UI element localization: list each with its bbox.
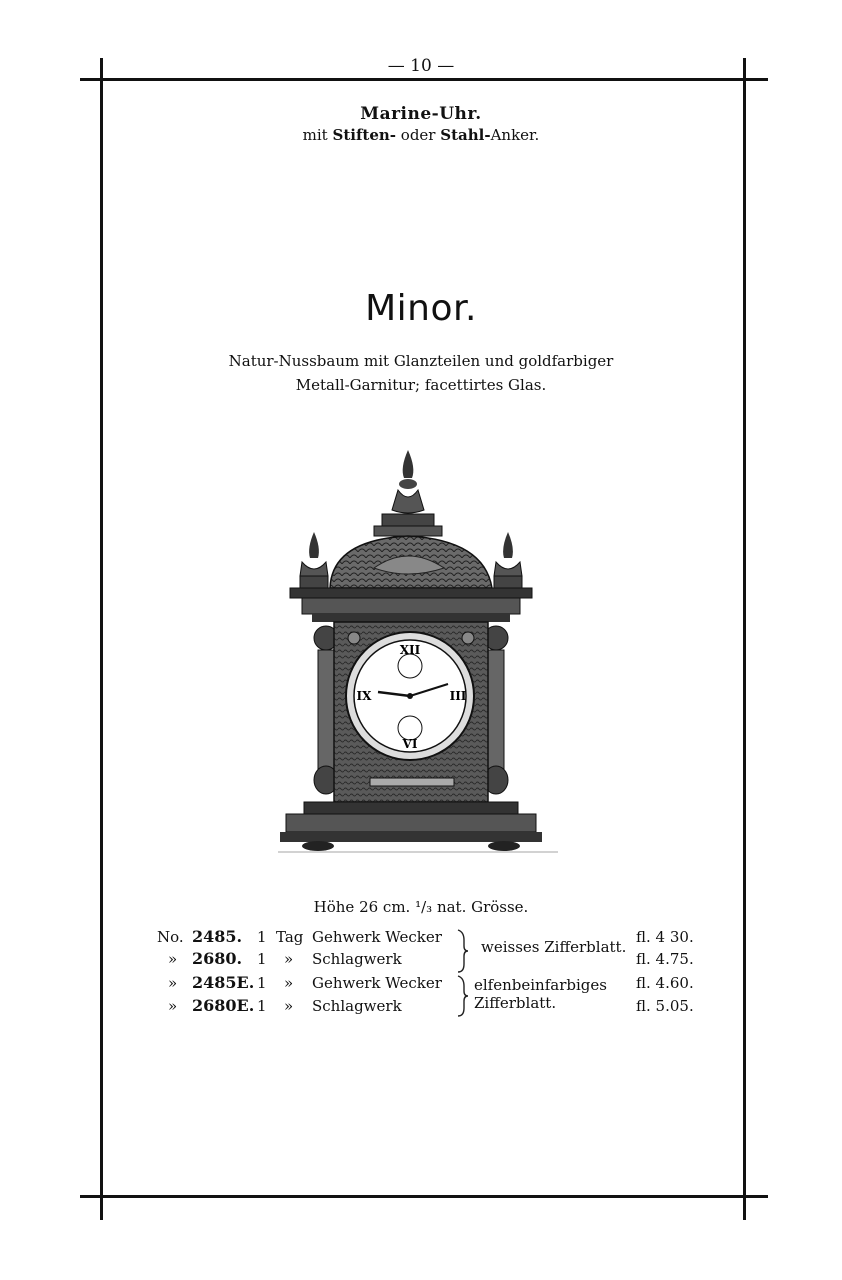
section-subtitle [0, 126, 842, 144]
frame-bottom-rule [80, 1195, 768, 1198]
dial-ivory-line-2: Zifferblatt. [474, 994, 557, 1012]
page-number: — 10 — [387, 56, 455, 76]
movement: Gehwerk Wecker [312, 974, 442, 992]
duration-days: 1 [257, 928, 267, 946]
price: fl. 4 30. [636, 928, 694, 946]
price: fl. 5.05. [636, 997, 694, 1015]
model-number: 2680E. [192, 996, 255, 1015]
dial-white: weisses Zifferblatt. [481, 938, 627, 956]
duration-unit: Tag [276, 928, 304, 946]
duration-days: 1 [257, 974, 267, 992]
subtitle-suffix: Anker. [490, 126, 540, 144]
dial-numeral-xii: XII [399, 643, 421, 657]
row-prefix: » [168, 950, 178, 968]
movement: Schlagwerk [312, 950, 402, 968]
subtitle-bold-2: Stahl- [440, 126, 491, 144]
frame-top-rule [80, 78, 768, 81]
subtitle-bold-1: Stiften- [332, 126, 397, 144]
dial-ivory-line-1: elfenbeinfarbiges [474, 976, 607, 994]
subtitle-mid: oder [400, 126, 436, 144]
section-title: Marine-Uhr. [360, 104, 482, 124]
brace-group-2 [456, 974, 470, 1018]
model-number: 2680. [192, 949, 243, 968]
duration-unit: » [284, 997, 294, 1015]
side-finial-left [300, 532, 328, 590]
size-caption: Höhe 26 cm. ¹/₃ nat. Grösse. [313, 898, 529, 916]
row-prefix: » [168, 974, 178, 992]
dial-numeral-vi: VI [402, 737, 418, 751]
clock-drawing [278, 444, 568, 856]
price: fl. 4.60. [636, 974, 694, 992]
frame-right-rule [743, 58, 746, 1220]
dial-numeral-ix: IX [356, 689, 372, 703]
movement: Gehwerk Wecker [312, 928, 442, 946]
model-title: Minor. [365, 288, 477, 329]
duration-unit: » [284, 974, 294, 992]
movement: Schlagwerk [312, 997, 402, 1015]
description-line-2: Metall-Garnitur; facettirtes Glas. [295, 376, 547, 394]
duration-days: 1 [257, 950, 267, 968]
duration-days: 1 [257, 997, 267, 1015]
clock-illustration [278, 444, 568, 856]
frame-left-rule [100, 58, 103, 1220]
description-line-1: Natur-Nussbaum mit Glanzteilen und goldfarbiger [228, 352, 614, 370]
subtitle-prefix: mit [302, 126, 328, 144]
model-number: 2485E. [192, 973, 255, 992]
row-prefix: No. [157, 928, 184, 946]
brace-group-1 [456, 928, 470, 974]
top-finial [374, 450, 442, 536]
dial-numeral-iii: III [449, 689, 467, 703]
clock-dial [346, 632, 474, 760]
price: fl. 4.75. [636, 950, 694, 968]
duration-unit: » [284, 950, 294, 968]
side-finial-right [494, 532, 522, 590]
row-prefix: » [168, 997, 178, 1015]
model-number: 2485. [192, 927, 243, 946]
